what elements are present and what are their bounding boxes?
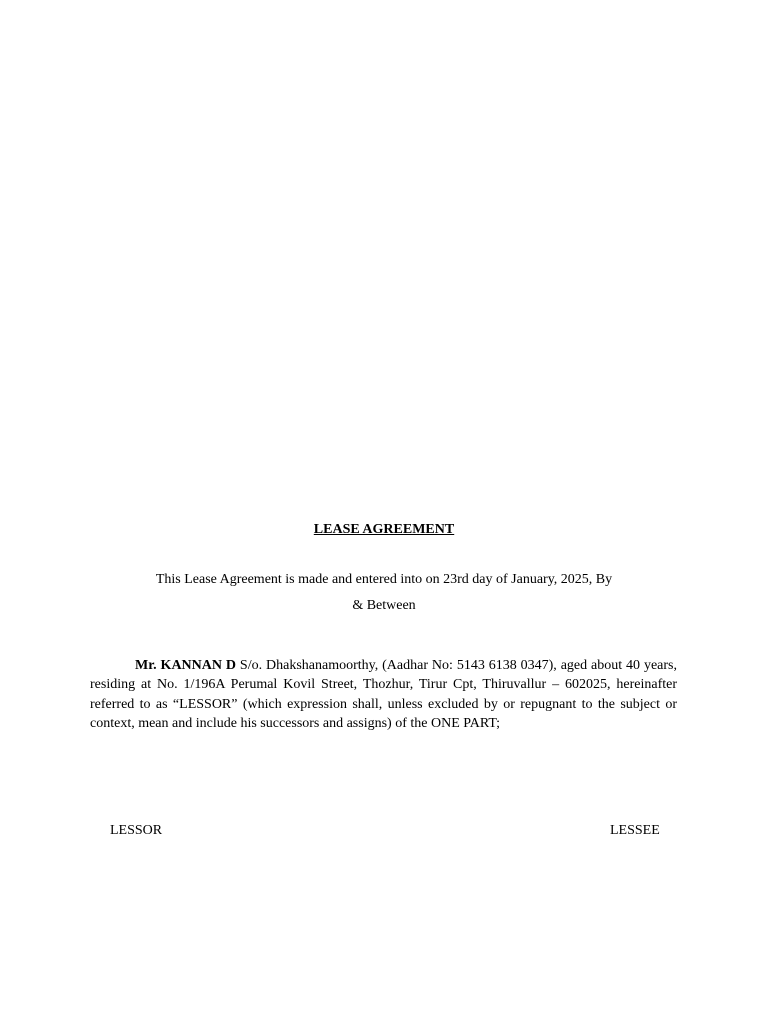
intro-line: This Lease Agreement is made and entered into on 23rd day of January, 2025, By	[155, 572, 613, 587]
signature-label-lessee: LESSEE	[610, 823, 660, 838]
between-line: & Between	[352, 598, 416, 613]
signature-label-lessor: LESSOR	[110, 823, 163, 838]
party-description: S/o. Dhakshanamoorthy, (Aadhar No: 5143 6138 0347), aged about 40 years, residing at No. 1/196A Perumal Kovil Street, Thozhur, Tirur Cpt, Thiruvallur – 602025, hereinafter referred to as “LESSOR” (which expression shall, unless excluded by or repugnant to the subject or context, mean and include his successors and assigns) of the ONE PART;	[90, 658, 677, 731]
document-title: LEASE AGREEMENT	[313, 522, 455, 537]
party-name: Mr. KANNAN D	[135, 658, 237, 673]
lessor-party-paragraph	[90, 656, 677, 733]
